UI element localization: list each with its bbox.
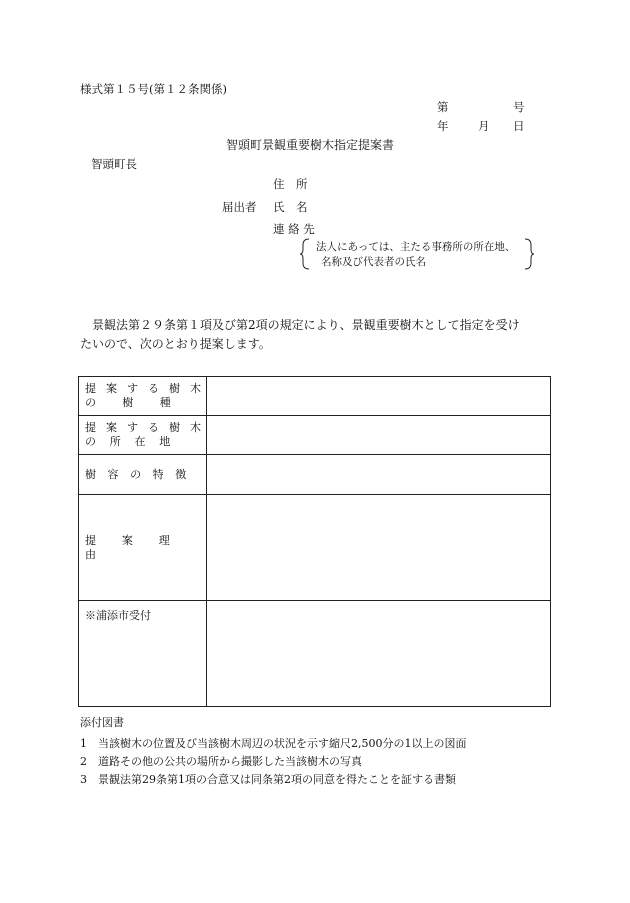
attachment-item: 2 道路その他の公共の場所から撮影した当該樹木の写真 — [80, 755, 362, 768]
label-reception — [79, 601, 207, 707]
reception-stamp-area — [207, 601, 551, 707]
label-line-text: の樹種 — [85, 396, 198, 409]
form-number: 様式第１５号(第１２条関係) — [80, 82, 227, 96]
label-proposal-reason — [79, 495, 207, 601]
contact-label: 連 絡 先 — [273, 222, 315, 236]
body-text-line2: たいので、次のとおり提案します。 — [80, 337, 271, 351]
label-line-text: 樹容の特徴 — [85, 467, 198, 481]
address-label: 住 所 — [273, 177, 308, 191]
table-row — [79, 377, 551, 416]
label-line-text: の所在地 — [85, 435, 184, 448]
applicant-label: 届出者 — [222, 200, 257, 214]
table-row — [79, 416, 551, 455]
attachment-item: 3 景観法第29条第1項の合意又は同条第2項の同意を得たことを証する書類 — [80, 773, 456, 786]
proposal-table — [78, 376, 551, 707]
label-line: 提 案 す る 樹 木 — [85, 382, 201, 395]
table-row — [79, 601, 551, 707]
value-tree-species[interactable] — [207, 377, 551, 416]
number-label-dai: 第 — [437, 100, 449, 114]
date-label-day: 日 — [513, 119, 525, 133]
attachments-heading: 添付図書 — [80, 716, 124, 729]
value-tree-location[interactable] — [207, 416, 551, 455]
attachment-item: 1 当該樹木の位置及び当該樹木周辺の状況を示す縮尺2,500分の1以上の図面 — [80, 737, 467, 750]
label-tree-location — [79, 416, 207, 455]
label-line — [85, 396, 201, 410]
name-label: 氏 名 — [273, 200, 308, 214]
label-tree-features — [79, 455, 207, 495]
date-label-year: 年 — [437, 119, 449, 133]
table-row — [79, 495, 551, 601]
recipient: 智頭町長 — [91, 157, 137, 171]
value-proposal-reason[interactable] — [207, 495, 551, 601]
corporation-note-line1: 法人にあっては、主たる事務所の所在地、 — [316, 241, 516, 253]
label-line-text: 提案理由 — [85, 533, 196, 561]
value-tree-features[interactable] — [207, 455, 551, 495]
label-line — [85, 435, 201, 449]
corporation-note — [300, 238, 534, 270]
label-line — [85, 468, 201, 482]
body-text-line1: 景観法第２９条第１項及び第2項の規定により、景観重要樹木として指定を受け — [92, 318, 520, 332]
label-line: 提 案 す る 樹 木 — [85, 421, 201, 434]
label-tree-species — [79, 377, 207, 416]
corporation-note-line2: 名称及び代表者の氏名 — [321, 256, 426, 268]
label-line — [85, 534, 201, 562]
label-line: ※浦添市受付 — [85, 609, 151, 622]
date-label-month: 月 — [478, 119, 490, 133]
table-row — [79, 455, 551, 495]
document-title: 智頭町景観重要樹木指定提案書 — [226, 138, 395, 152]
number-label-go: 号 — [513, 100, 525, 114]
